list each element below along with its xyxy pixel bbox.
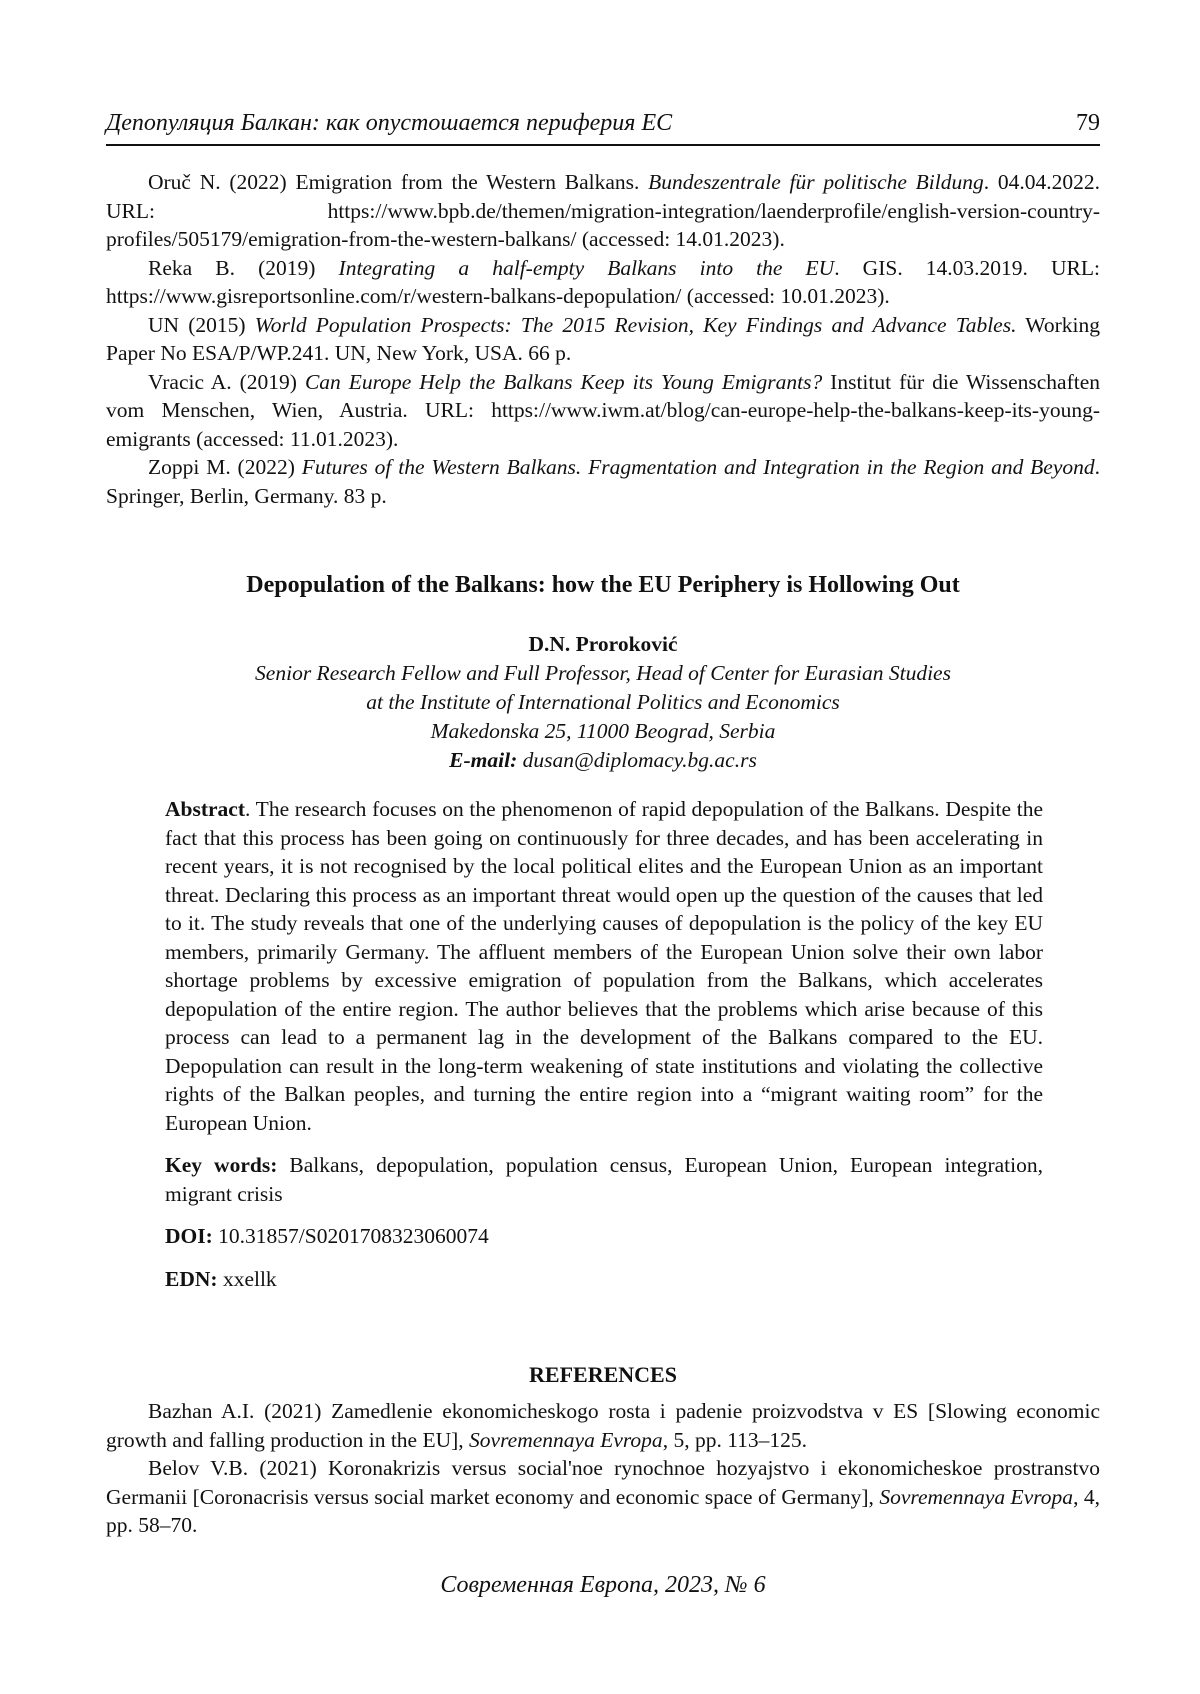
keywords-label: Key words: — [165, 1153, 278, 1177]
reference-item — [106, 311, 1100, 368]
author-name: D.N. Proroković — [528, 632, 678, 656]
reference-source: World Population Prospects: The 2015 Revision, Key Findings and Advance Tables. — [254, 312, 1017, 337]
reference-source: Bundeszentrale für politische Bildung — [648, 170, 984, 194]
running-header — [106, 104, 1100, 146]
article-title: Depopulation of the Balkans: how the EU Periphery is Hollowing Out — [246, 572, 960, 598]
reference-source: Sovremennaya Evropa — [879, 1484, 1074, 1509]
reference-details: Institut für die Wissenschaften vom Menschen, Wien, Austria. URL: https://www.iwm.at/blog/can-europe-help-the-balkans-keep-its-young-emigrants (accessed: 11.01.2023). — [106, 369, 1101, 451]
reference-source: Integrating a half-empty Balkans into the EU — [338, 255, 835, 280]
reference-item — [106, 453, 1100, 510]
author-affiliation: Senior Research Fellow and Full Professor, Head of Center for Eurasian Studies — [255, 661, 951, 685]
reference-details: . GIS. 14.03.2019. URL: https://www.gisreportsonline.com/r/western-balkans-depopulation/ (accessed: 10.01.2023). — [106, 255, 1100, 308]
doi-line — [165, 1222, 1043, 1251]
reference-text — [297, 370, 305, 394]
author-affiliation-institute: at the Institute of International Politics and Economics — [366, 690, 840, 714]
doi-label: DOI: — [165, 1224, 213, 1248]
reference-source: Can Europe Help the Balkans Keep its Young Emigrants? — [304, 369, 823, 394]
reference-list — [106, 1397, 1100, 1540]
reference-item — [106, 168, 1100, 254]
reference-details: Working Paper No ESA/P/WP.241. UN, New York, USA. 66 p. — [106, 312, 1100, 365]
reference-text — [246, 313, 255, 337]
reference-details: . 04.04.2022. URL: https://www.bpb.de/themen/migration-integration/laenderprofile/english-version-country-profiles/505179/emigration-from-the-western-balkans/ (accessed: 14.01.2023). — [106, 170, 1101, 251]
reference-author: Oruč N. (2022) — [148, 170, 287, 194]
reference-source: Futures of the Western Balkans. Fragmentation and Integration in the Region and Beyond — [301, 455, 1095, 479]
keywords — [165, 1151, 1043, 1208]
author-address: Makedonska 25, 11000 Beograd, Serbia — [430, 719, 776, 743]
abstract-label: Abstract — [165, 797, 246, 821]
edn-value: xxellk — [217, 1266, 277, 1291]
reference-author: Zoppi M. (2022) — [148, 455, 295, 479]
edn-line — [165, 1265, 1043, 1294]
reference-details: , 5, pp. 113–125. — [662, 1427, 808, 1452]
reference-item — [106, 254, 1100, 311]
author-email: dusan@diplomacy.bg.ac.rs — [522, 748, 757, 772]
reference-source: Sovremennaya Evropa — [469, 1427, 663, 1452]
abstract-text: . The research focuses on the phenomenon of rapid depopulation of the Balkans. Despite the fact that this process has been going on continuously for three decades, and has been accelerating in recent years, it is not recognised by the local political elites and the European Union as an important threat. Declaring this process as an important threat would open up the question of the causes that led to it. The study reveals that one of the underlying causes of depopulation is the policy of the key EU members, primarily Germany. The affluent members of the European Union solve their own labor shortage problems by excessive emigration of population from the Balkans, which accelerates depopulation of the entire region. The author believes that the problems which arise because of this process can lead to a permanent lag in the development of the Balkans compared to the EU. Depopulation can result in the long-term weakening of state institutions and violating the collective rights of the Balkan peoples, and turning the entire region into a “migrant waiting room” for the European Union. — [165, 797, 1043, 1135]
reference-author: Vracic A. (2019) — [148, 369, 297, 394]
abstract-block — [165, 795, 1043, 1293]
reference-item — [106, 1397, 1100, 1454]
reference-text: Emigration from the Western Balkans. — [286, 170, 649, 194]
references-heading: REFERENCES — [529, 1362, 677, 1387]
reference-text: Bazhan A.I. (2021) Zamedlenie ekonomicheskogo rosta i padenie proizvodstva v ES [Slowing economic growth and falling production in the EU], — [106, 1399, 1100, 1452]
keywords-text: Balkans, depopulation, population census, European Union, European integration, migrant crisis — [165, 1153, 1043, 1206]
reference-text — [315, 256, 338, 280]
page-number: 79 — [1076, 110, 1100, 136]
doi-value: 10.31857/S0201708323060074 — [212, 1224, 489, 1248]
reference-item — [106, 368, 1100, 454]
abstract — [165, 795, 1043, 1137]
reference-details: , 4, pp. 58–70. — [106, 1484, 1101, 1537]
reference-author: UN (2015) — [148, 312, 246, 337]
reference-list-continued — [106, 168, 1100, 510]
author-email-line — [106, 746, 1100, 775]
reference-item — [106, 1454, 1100, 1540]
reference-text — [295, 455, 302, 479]
reference-text: Belov V.B. (2021) Koronakrizis versus social'noe rynochnoe hozyajstvo i ekonomicheskoe prostranstvo Germanii [Coronacrisis versus social market economy and economic space of Germany], — [106, 1456, 1100, 1509]
reference-author: Reka B. (2019) — [148, 255, 316, 280]
author-block — [106, 630, 1100, 775]
reference-details: . Springer, Berlin, Germany. 83 p. — [106, 455, 1101, 508]
running-title: Депопуляция Балкан: как опустошается периферия ЕС — [106, 110, 673, 136]
edn-label: EDN: — [165, 1266, 218, 1291]
journal-footer: Современная Европа, 2023, № 6 — [440, 1572, 766, 1598]
email-label: E-mail: — [449, 748, 518, 772]
